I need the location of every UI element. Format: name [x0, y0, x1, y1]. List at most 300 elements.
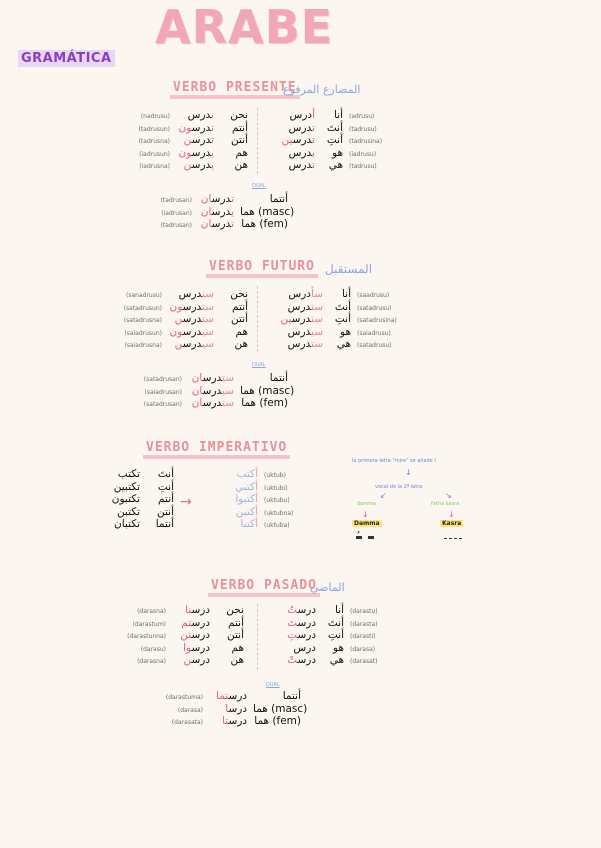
verb-prefix: ست [311, 300, 323, 313]
verb-prefix: ت [231, 193, 234, 205]
verb-stem: درس [191, 641, 210, 654]
verb-stem: كتبوا [235, 493, 256, 505]
conjugation-row [282, 629, 410, 642]
verb-form [222, 506, 258, 519]
verb-stem: درس [297, 629, 316, 641]
verb-suffix: ون [169, 325, 183, 338]
future-divider [257, 286, 258, 352]
pronoun: أنتن [156, 505, 174, 518]
imperative-title: VERBO IMPERATIVO [143, 440, 290, 459]
verb-form [170, 604, 210, 617]
verb-prefix: ست [222, 372, 234, 384]
conjugation-row [104, 338, 248, 351]
verb-stem: درس [288, 159, 313, 171]
verb-form [166, 288, 214, 301]
transliteration: (darastuma) [165, 694, 203, 701]
verb-form [280, 313, 323, 326]
verb-stem: درس [211, 193, 232, 205]
verb-suffix: ان [191, 372, 203, 384]
verb-suffix: تا [222, 715, 229, 727]
conjugation-row [104, 288, 248, 301]
pronoun: أنتما [282, 690, 301, 702]
pronoun: هو [340, 325, 351, 338]
verb-suffix: ين [281, 134, 293, 146]
verb-form [282, 642, 316, 655]
verb-prefix: ت [312, 121, 315, 134]
verb-stem: كتبا [240, 518, 256, 530]
verb-form [285, 122, 315, 135]
verb-stem: درس [292, 134, 313, 146]
verb-form [174, 134, 214, 147]
conjugation-row [285, 109, 409, 122]
conjugation-row [110, 159, 248, 172]
transliteration: (satadrusna) [123, 317, 162, 324]
present-dual-label: DUAL [252, 183, 266, 189]
section-subtitle: GRAMÁTICA [18, 50, 115, 67]
verb-prefix: سي [202, 338, 214, 350]
verb-suffix: تما [216, 690, 229, 702]
pronoun: هما (masc) [253, 702, 308, 715]
verb-suffix: ان [200, 205, 212, 218]
transliteration: (saiadrusu) [357, 329, 391, 337]
imperative-result-row [222, 493, 290, 506]
verb-stem: درس [182, 325, 203, 338]
verb-prefix: ست [202, 300, 214, 313]
verb-suffix: تْ [287, 654, 298, 666]
transliteration: (tadrusu) [349, 163, 377, 170]
verb-form [170, 629, 210, 642]
imperative-note-left: damma [357, 501, 377, 507]
transliteration: (iadrusan) [161, 209, 192, 217]
transliteration: (darasti) [350, 633, 376, 640]
verb-prefix: ت [312, 159, 315, 171]
pronoun: أنتِ [157, 480, 174, 493]
transliteration: (uktubna) [264, 509, 294, 517]
damma-underline [356, 536, 374, 539]
conjugation-row [106, 617, 244, 630]
verb-suffix: ون [169, 300, 183, 313]
verb-stem: درس [228, 690, 247, 702]
conjugation-row [285, 147, 409, 160]
pronoun: هما (fem) [241, 218, 288, 230]
verb-suffix: ن [183, 159, 192, 171]
verb-stem: درس [288, 121, 313, 134]
pronoun: هو [333, 641, 344, 654]
pronoun: هو [332, 146, 343, 159]
verb-stem: درس [178, 288, 203, 300]
conjugation-row [106, 604, 244, 617]
pronoun: هما (masc) [240, 384, 295, 397]
verb-suffix: تُ [287, 604, 298, 616]
conjugation-row [106, 629, 244, 642]
conjugation-row [150, 218, 288, 231]
transliteration: (saiadrusna) [124, 342, 162, 349]
conjugation-row [140, 397, 288, 410]
pronoun: أنتن [230, 134, 248, 146]
pronoun: هي [336, 338, 351, 350]
transliteration: (darasna) [137, 608, 166, 615]
verb-stem: درس [228, 702, 247, 715]
verb-stem: درس [228, 715, 247, 727]
verb-form [285, 288, 323, 301]
verb-form [207, 690, 247, 703]
pronoun: أنا [333, 109, 343, 121]
conjugation-row [155, 702, 308, 716]
verb-prefix: ت [211, 121, 214, 134]
transliteration: (darasa) [177, 706, 203, 714]
present-divider [257, 108, 258, 174]
arrow-down-icon: ↓ [448, 510, 455, 519]
verb-form: تكتب [117, 468, 140, 480]
verb-stem: درس [287, 338, 312, 350]
pronoun: هما (fem) [254, 715, 301, 727]
pronoun: أنتَ [326, 121, 343, 134]
verb-stem: درس [191, 654, 210, 666]
verb-form [207, 703, 247, 716]
conjugation-row [281, 134, 409, 147]
verb-stem: درس [191, 146, 212, 159]
conjugation-row [104, 313, 248, 326]
pronoun: أنتَ [327, 616, 344, 629]
imperative-source-row [92, 468, 174, 481]
pronoun: هي [328, 159, 343, 171]
verb-stem: درس [297, 616, 316, 629]
pronoun: نحن [230, 109, 248, 121]
pronoun: أنتِ [326, 134, 343, 146]
transliteration: (adrusu) [349, 113, 375, 120]
damma-label: Damma [354, 520, 380, 527]
past-title: VERBO PASADO [208, 578, 320, 597]
verb-form [285, 338, 323, 351]
verb-suffix: ن [183, 134, 192, 146]
verb-form [170, 654, 210, 667]
pronoun: أنتما [269, 193, 288, 205]
pronoun: أنتِ [327, 629, 344, 641]
verb-prefix: ت [231, 218, 234, 230]
arrow-right-icon: → [180, 494, 192, 510]
verb-suffix: ن [183, 654, 192, 666]
pronoun: هم [235, 146, 248, 159]
transliteration: (nadrusu) [140, 113, 170, 120]
imperative-source-row [92, 493, 174, 506]
verb-form [222, 518, 258, 531]
transliteration: (satadrusu) [357, 304, 392, 312]
verb-stem: درس [202, 372, 223, 384]
verb-suffix: نا [185, 604, 192, 616]
verb-form [196, 193, 234, 206]
transliteration: (saiadrusun) [124, 329, 162, 337]
conjugation-row [282, 617, 410, 630]
verb-stem: درس [191, 604, 210, 616]
verb-form [186, 385, 234, 398]
pronoun: هم [231, 641, 244, 654]
conjugation-row [150, 193, 288, 206]
arrow-right-down-icon: ↘ [445, 491, 452, 500]
transliteration: (darastum) [132, 620, 166, 628]
verb-stem: درس [297, 604, 316, 616]
verb-form [285, 147, 315, 160]
conjugation-row [140, 384, 295, 398]
conjugation-row [140, 372, 288, 385]
verb-prefix: أ [312, 109, 315, 121]
verb-form [196, 206, 234, 219]
imperative-result-row [222, 518, 290, 531]
verb-prefix: أ [255, 468, 258, 480]
pronoun: نحن [230, 288, 248, 300]
verb-suffix: تَ [287, 616, 298, 629]
kasra-underline [444, 538, 462, 539]
transliteration: (uktuba) [264, 522, 290, 529]
transliteration: (darasu) [140, 645, 166, 653]
verb-prefix: ست [222, 397, 234, 409]
verb-form [166, 301, 214, 314]
past-dual-label: DUAL [266, 682, 280, 688]
transliteration: (darasna) [137, 658, 166, 665]
verb-stem: درس [297, 654, 316, 666]
verb-stem: درس [202, 397, 223, 409]
conjugation-row [285, 338, 417, 351]
conjugation-row [285, 301, 417, 314]
verb-stem: درس [191, 121, 212, 134]
verb-stem: درس [191, 629, 210, 641]
conjugation-row [110, 109, 248, 122]
verb-form [282, 617, 316, 630]
pronoun: هم [235, 325, 248, 338]
transliteration: (tadrusina) [349, 138, 383, 145]
transliteration: (tadrusan) [160, 197, 192, 204]
verb-stem: درس [182, 313, 203, 325]
verb-prefix: أ [255, 480, 258, 493]
verb-stem: درس [191, 616, 210, 629]
transliteration: (satadrusina) [357, 317, 397, 324]
transliteration: (darasat) [350, 658, 378, 665]
pronoun: أنتم [158, 493, 174, 505]
imperative-source-row [92, 518, 174, 531]
past-divider [257, 604, 258, 670]
verb-stem: درس [287, 300, 312, 313]
past-arabic-title: الماضي [310, 581, 345, 594]
verb-stem: درس [287, 325, 312, 338]
verb-stem: كتب [236, 468, 256, 480]
verb-form [174, 109, 214, 122]
transliteration: (satadrusu) [357, 342, 392, 349]
imperative-result-row [222, 506, 293, 519]
verb-prefix: ي [312, 146, 315, 159]
verb-form [174, 147, 214, 160]
verb-stem: درس [191, 159, 212, 171]
conjugation-row [282, 642, 410, 655]
verb-stem: درس [202, 384, 223, 397]
verb-stem: درس [288, 288, 311, 300]
pronoun: أنتما [155, 518, 174, 530]
pronoun: أنتما [269, 372, 288, 384]
verb-stem: درس [211, 218, 232, 230]
verb-stem: درس [187, 109, 212, 121]
pronoun: هي [329, 654, 344, 666]
verb-form [285, 301, 323, 314]
conjugation-row [110, 134, 248, 147]
verb-form [222, 468, 258, 481]
verb-form [222, 493, 258, 506]
verb-prefix: ي [231, 205, 234, 218]
transliteration: (uktub) [264, 472, 286, 479]
present-title: VERBO PRESENTE [170, 80, 300, 99]
conjugation-row [155, 690, 301, 703]
conjugation-row [110, 147, 248, 160]
future-dual-label: DUAL [252, 362, 266, 368]
verb-suffix: ون [178, 121, 192, 134]
verb-form: تكتبين [113, 480, 140, 493]
pronoun: هما (masc) [240, 205, 295, 218]
verb-stem: درس [182, 300, 203, 313]
imperative-source-row [92, 506, 174, 519]
verb-stem: درس [211, 205, 232, 218]
transliteration: (darasa) [350, 645, 376, 653]
verb-suffix: وا [183, 641, 192, 654]
pronoun: أنتم [232, 121, 248, 134]
verb-suffix: ان [191, 384, 203, 397]
pronoun: أنتَ [157, 468, 174, 480]
pronoun: أنتَ [334, 300, 351, 313]
transliteration: (satadrusun) [123, 304, 162, 312]
verb-prefix: سي [311, 325, 323, 338]
transliteration: (satadrusan) [143, 401, 182, 408]
transliteration: (darasata) [171, 719, 203, 726]
verb-prefix: سي [202, 325, 214, 338]
conjugation-row [280, 313, 417, 326]
transliteration: (tadrusun) [138, 125, 170, 133]
pronoun: أنتم [232, 300, 248, 313]
verb-prefix: ست [202, 313, 214, 325]
verb-suffix: تِ [287, 629, 298, 641]
conjugation-row [104, 301, 248, 314]
conjugation-row [282, 654, 410, 667]
present-arabic-title: المضارع المرفوع [283, 83, 361, 96]
verb-form [282, 604, 316, 617]
imperative-result-row [222, 468, 286, 481]
conjugation-row [282, 604, 410, 617]
page-title: ARABE [155, 0, 334, 54]
verb-suffix: ان [200, 218, 212, 230]
conjugation-row [106, 654, 244, 667]
transliteration: (tadrusan) [160, 222, 192, 229]
verb-prefix: سأ [311, 288, 323, 300]
imperative-note-mid: vocal de la 2ª letra [375, 484, 423, 490]
verb-prefix: ت [312, 134, 315, 146]
verb-form [207, 715, 247, 728]
transliteration: (darastu) [350, 608, 378, 615]
transliteration: (tadrusu) [349, 125, 377, 133]
kasra-label: Kasra [442, 520, 462, 527]
verb-form [186, 372, 234, 385]
pronoun: هن [234, 159, 248, 171]
pronoun: أنا [341, 288, 351, 300]
imperative-note-top: la primera letra "mire" se añade ا [352, 458, 436, 464]
transliteration: (sanadrusu) [126, 292, 162, 299]
verb-stem: درس [291, 313, 312, 325]
verb-suffix: تم [181, 616, 192, 629]
verb-suffix: ون [178, 146, 192, 159]
verb-prefix: ست [311, 313, 323, 325]
pronoun: هما (fem) [241, 397, 288, 409]
verb-suffix: ين [280, 313, 292, 325]
conjugation-row [155, 715, 301, 728]
verb-stem: درس [182, 338, 203, 350]
verb-form [282, 629, 316, 642]
transliteration: (darastunna) [127, 633, 166, 640]
transliteration: (tadrusna) [138, 138, 170, 145]
verb-form [281, 134, 315, 147]
verb-form: تكتبون [111, 493, 140, 505]
verb-prefix: سي [222, 384, 234, 397]
verb-stem: درس [191, 134, 212, 146]
verb-form [285, 326, 323, 339]
verb-prefix: أ [255, 493, 258, 505]
verb-form [166, 313, 214, 326]
verb-form [166, 338, 214, 351]
conjugation-row [285, 288, 417, 301]
verb-prefix: ي [211, 159, 214, 171]
conjugation-row [285, 122, 409, 135]
verb-form: تكتبن [116, 505, 140, 518]
conjugation-row [285, 159, 409, 172]
verb-prefix: ن [211, 109, 214, 121]
verb-form [186, 397, 234, 410]
verb-form [170, 642, 210, 655]
verb-form [282, 654, 316, 667]
verb-prefix: ي [211, 146, 214, 159]
conjugation-row [106, 642, 244, 655]
verb-suffix: ان [200, 193, 212, 205]
verb-suffix: تن [180, 629, 192, 641]
pronoun: أنتن [226, 629, 244, 641]
conjugation-row [150, 205, 295, 219]
transliteration: (saadrusu) [357, 292, 390, 299]
verb-prefix: أ [255, 518, 258, 530]
transliteration: (uktubi) [264, 484, 288, 492]
transliteration: (iadrusna) [139, 163, 170, 170]
verb-prefix: سن [202, 288, 214, 300]
verb-stem: درس [288, 146, 313, 159]
future-arabic-title: المستقبل [325, 262, 373, 276]
verb-prefix: أ [255, 505, 258, 518]
pronoun: هن [230, 654, 244, 666]
conjugation-row [285, 326, 417, 339]
imperative-note-right: fatha kasra [431, 501, 460, 507]
verb-suffix: ان [191, 397, 203, 409]
verb-stem: درس [293, 641, 316, 654]
transliteration: (iadrusu) [349, 150, 377, 158]
transliteration: (iadrusun) [139, 150, 170, 158]
verb-suffix: ن [174, 338, 183, 350]
verb-stem: درس [289, 109, 313, 121]
verb-form [285, 109, 315, 122]
pronoun: أنتم [228, 616, 244, 629]
arrow-left-down-icon: ↙ [380, 491, 387, 500]
verb-suffix: ا [225, 702, 229, 715]
conjugation-row [110, 122, 248, 135]
conjugation-row [104, 326, 248, 339]
verb-form: تكتبان [114, 518, 140, 530]
transliteration: (uktubu) [264, 497, 290, 504]
transliteration: (darasta) [350, 620, 378, 628]
verb-suffix: ن [174, 313, 183, 325]
pronoun: هن [234, 338, 248, 350]
transliteration: (satadrusan) [143, 376, 182, 383]
verb-prefix: ت [211, 134, 214, 146]
verb-form [222, 481, 258, 494]
verb-form [285, 159, 315, 172]
